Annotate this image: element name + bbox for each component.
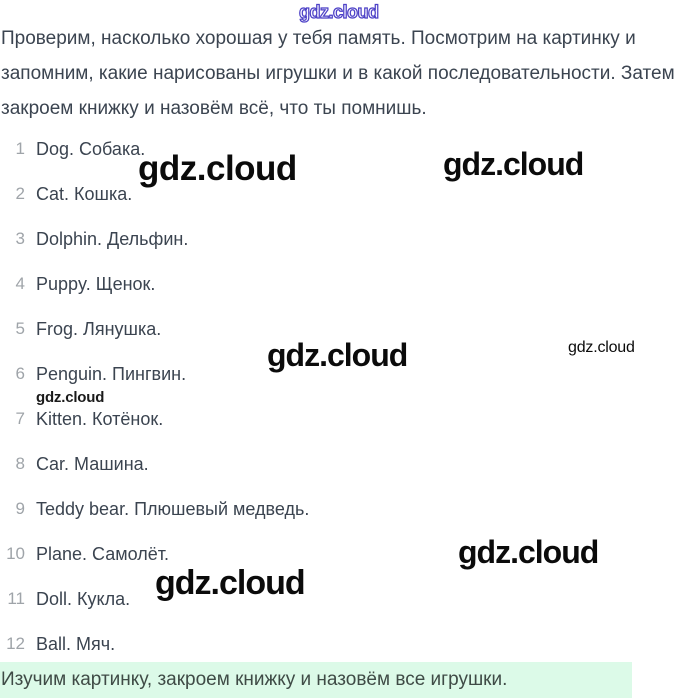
toy-list <box>0 139 680 679</box>
watermark: gdz.cloud <box>138 149 297 188</box>
item-number: 7 <box>15 409 25 428</box>
item-number: 1 <box>15 139 25 158</box>
item-text: Kitten. Котёнок. <box>36 409 164 429</box>
item-number: 12 <box>6 634 25 653</box>
item-text: Teddy bear. Плюшевый медведь. <box>36 499 310 519</box>
watermark: gdz.cloud <box>443 146 584 182</box>
list-item <box>0 184 680 229</box>
list-item <box>0 274 680 319</box>
watermark: gdz.cloud <box>267 337 408 373</box>
intro-line: Проверим, насколько хорошая у тебя память. Посмотрим на картинку и <box>1 28 636 49</box>
item-number: 8 <box>15 454 25 473</box>
watermark: gdz.cloud <box>155 564 305 602</box>
list-item <box>0 409 680 454</box>
item-number: 2 <box>15 184 25 203</box>
item-text: Car. Машина. <box>36 454 149 474</box>
item-number: 4 <box>15 274 25 293</box>
footer-note <box>0 662 632 698</box>
item-text: Doll. Кукла. <box>36 589 131 609</box>
list-item <box>0 229 680 274</box>
item-text: Penguin. Пингвин. <box>36 364 187 384</box>
item-number: 11 <box>7 589 25 608</box>
item-number: 10 <box>6 544 25 563</box>
item-text: Ball. Мяч. <box>36 634 116 654</box>
item-text: Cat. Кошка. <box>36 184 133 204</box>
list-item <box>0 454 680 499</box>
item-number: 3 <box>15 229 25 248</box>
item-text: Dolphin. Дельфин. <box>36 229 189 249</box>
item-text: Dog. Собака. <box>36 139 146 159</box>
item-number: 9 <box>15 499 25 518</box>
item-text: Puppy. Щенок. <box>36 274 156 294</box>
watermark-top-outlined: gdz.cloud <box>299 2 379 22</box>
intro-paragraph <box>1 21 675 126</box>
item-number: 5 <box>15 319 25 338</box>
item-text: Frog. Лянушка. <box>36 319 162 339</box>
intro-line: закроем книжку и назовём всё, что ты помнишь. <box>1 98 427 119</box>
watermark: gdz.cloud <box>36 389 105 406</box>
item-number: 6 <box>15 364 25 383</box>
watermark: gdz.cloud <box>458 534 599 570</box>
item-text: Plane. Самолёт. <box>36 544 170 564</box>
watermark: gdz.cloud <box>568 339 635 356</box>
footer-text: Изучим картинку, закроем книжку и назовём все игрушки. <box>1 669 508 690</box>
list-item <box>0 589 680 634</box>
intro-line: запомним, какие нарисованы игрушки и в какой последовательности. Затем <box>1 63 675 84</box>
